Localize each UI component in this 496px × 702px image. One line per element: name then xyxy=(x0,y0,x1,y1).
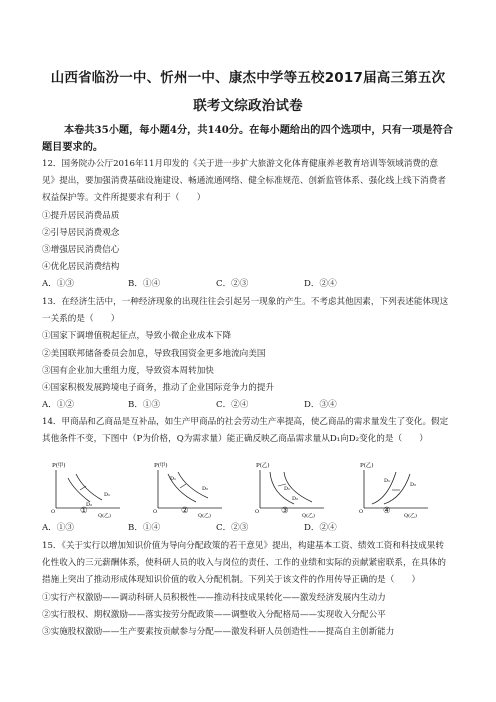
q14-graph-3-number: ③ xyxy=(281,506,289,516)
instructions-line2: 题目要求的。 xyxy=(42,141,104,153)
graph4-origin: O xyxy=(359,509,364,515)
graph3-curve-d1 xyxy=(270,472,294,504)
q13-option-d[interactable]: D．③④ xyxy=(304,400,337,411)
graph2-d2-label: D₂ xyxy=(202,486,209,492)
q12-option-a[interactable]: A．①③ xyxy=(42,279,74,290)
q12-option-d[interactable]: D．②④ xyxy=(304,279,337,290)
q12-option-b[interactable]: B．①④ xyxy=(128,279,161,290)
graph4-x-label: Q(乙) xyxy=(404,513,418,519)
q12-stem-line1: 12．国务院办公厅2016年11月印发的《关于进一步扩大旅游文化体育健康养老教育培训等领域消费的意 xyxy=(42,159,439,169)
q14-stem-line1: 14．甲商品和乙商品是互补品，如生产甲商品的社会劳动生产率提高，使乙商品的需求量发生了变化。假定 xyxy=(42,417,449,427)
q13-option-b[interactable]: B．①③ xyxy=(128,400,161,411)
graph1-d1-label: D₁ xyxy=(104,492,111,498)
graph3-origin: O xyxy=(255,509,260,515)
q12-item-3: ③增强居民消费信心 xyxy=(42,245,120,256)
q13-stem-line1: 13．在经济生活中，一种经济现象的出现往往会引起另一现象的产生。不考虑其他因素，下列表述能体现这 xyxy=(42,297,449,307)
graph1-curve-d1 xyxy=(76,474,102,500)
q14-graph-1-number: ① xyxy=(80,506,88,516)
q15-item-2: ②实行股权、期权激励——落实按劳分配政策——调整收入分配格局——实现收入分配公平 xyxy=(42,609,386,620)
graph3-x-label: Q(乙) xyxy=(302,513,316,519)
exam-title-line1: 山西省临汾一中、忻州一中、康杰中学等五校2017届高三第五次 xyxy=(50,70,446,86)
q13-item-3: ③国有企业加大重组力度，导致资本周转加快 xyxy=(42,365,214,376)
graph4-d2-label: D₂ xyxy=(410,482,417,488)
q14-graph-3 xyxy=(254,460,334,520)
q14-graph-4-number: ④ xyxy=(383,506,391,516)
q12-item-2: ②引导居民消费观念 xyxy=(42,227,120,238)
q12-item-1: ①提升居民消费品质 xyxy=(42,210,120,221)
q14-options-block xyxy=(42,520,470,537)
q14-graphs xyxy=(42,460,462,526)
q14-option-a[interactable]: A．①③ xyxy=(42,523,74,533)
q14-graph-2 xyxy=(152,460,232,520)
q12-options xyxy=(42,276,470,293)
graph2-d1-label: D₁ xyxy=(170,476,177,482)
q15-stem-line2: 化性收入的三元薪酬体系，使科研人员的收入与岗位的责任、工作的业绩和实际的贡献紧密联系，在具体的 xyxy=(42,558,446,569)
q15-stem-line1: 15．《关于实行以增加知识价值为导向分配政策的若干意见》提出，构建基本工资、绩效工资和科技成果转 xyxy=(42,541,444,551)
graph1-curve-d2 xyxy=(68,478,90,502)
q12-item-4: ④优化居民消费结构 xyxy=(42,262,120,273)
q14-option-d[interactable]: D．②④ xyxy=(304,523,337,533)
q12-stem-line2: 见》提出，要加强消费基础设施建设、畅通流通网络、健全标准规范、创新监管体系、强化线上线下消费者 xyxy=(42,176,446,187)
q13-item-4: ④国家积极发展跨境电子商务，推动了企业国际竞争力的提升 xyxy=(42,383,275,394)
instructions xyxy=(42,122,468,156)
graph4-y-label: P(乙) xyxy=(360,463,374,469)
q12-stem-line3: 权益保护等。文件所提要求有利于（ ） xyxy=(42,193,206,204)
q15-item-1: ①实行产权激励——调动科研人员积极性——推动科技成果转化——激发经济发展内生动力 xyxy=(42,592,386,603)
q13-item-1: ①国家下调增值税起征点，导致小微企业成本下降 xyxy=(42,331,232,342)
q13-item-2: ②美国联邦储备委员会加息，导致我国资金更多地流向美国 xyxy=(42,348,266,359)
graph3-d1-label: D₁ xyxy=(284,486,291,492)
graph2-curve-d2 xyxy=(178,472,208,498)
question-15 xyxy=(42,538,470,641)
q13-option-a[interactable]: A．①② xyxy=(42,400,74,411)
q14-options xyxy=(42,520,470,537)
graph2-y-label: P(甲) xyxy=(154,463,168,469)
graph3-y-label: P(乙) xyxy=(256,463,270,469)
q14-graph-2-number: ② xyxy=(181,506,189,516)
q14-stem-line2: 其他条件不变，下图中（P为价格，Q为需求量）能正确反映乙商品需求量从D₁向D₂变化的是（ ） xyxy=(42,434,428,445)
graph1-x-label: Q(乙) xyxy=(98,513,112,519)
question-12 xyxy=(42,156,470,294)
graph2-shift-arrow xyxy=(180,484,186,488)
q13-option-c[interactable]: C．②④ xyxy=(216,400,249,411)
graph2-x-label: Q(乙) xyxy=(198,513,212,519)
q14-option-b[interactable]: B．①④ xyxy=(128,523,161,533)
q15-item-3: ③实施股权激励——生产要素按贡献参与分配——激发科研人员创造性——提高自主创新能力 xyxy=(42,627,395,638)
q12-option-c[interactable]: C．②③ xyxy=(216,279,249,290)
graph3-d2-label: D₂ xyxy=(292,496,299,502)
q14-option-c[interactable]: C．②③ xyxy=(216,523,249,533)
graph4-d1-label: D₁ xyxy=(384,478,391,484)
graph4-curve-d1 xyxy=(372,472,396,504)
graph1-shift-arrow xyxy=(80,486,86,490)
exam-title-line2: 联考文综政治试卷 xyxy=(193,98,303,114)
q15-stem-line3: 措施上突出了推动形成体现知识价值的收入分配机制。下列关于该文件的作用传导正确的是（ ） xyxy=(42,575,421,586)
q14-graph-4 xyxy=(358,460,438,520)
question-14 xyxy=(42,414,470,448)
q14-graph-1 xyxy=(50,460,130,520)
q13-stem-line2: 一关系的是（ ） xyxy=(42,314,120,325)
q13-options xyxy=(42,397,470,414)
graph1-d2-label: D₂ xyxy=(86,502,93,508)
instructions-line1: 本卷共35小题，每小题4分，共140分。在每小题给出的四个选项中，只有一项是符合 xyxy=(64,124,453,136)
question-13 xyxy=(42,294,470,414)
graph1-origin: O xyxy=(51,509,56,515)
graph2-origin: O xyxy=(153,509,158,515)
graph1-y-label: P(甲) xyxy=(52,463,66,469)
